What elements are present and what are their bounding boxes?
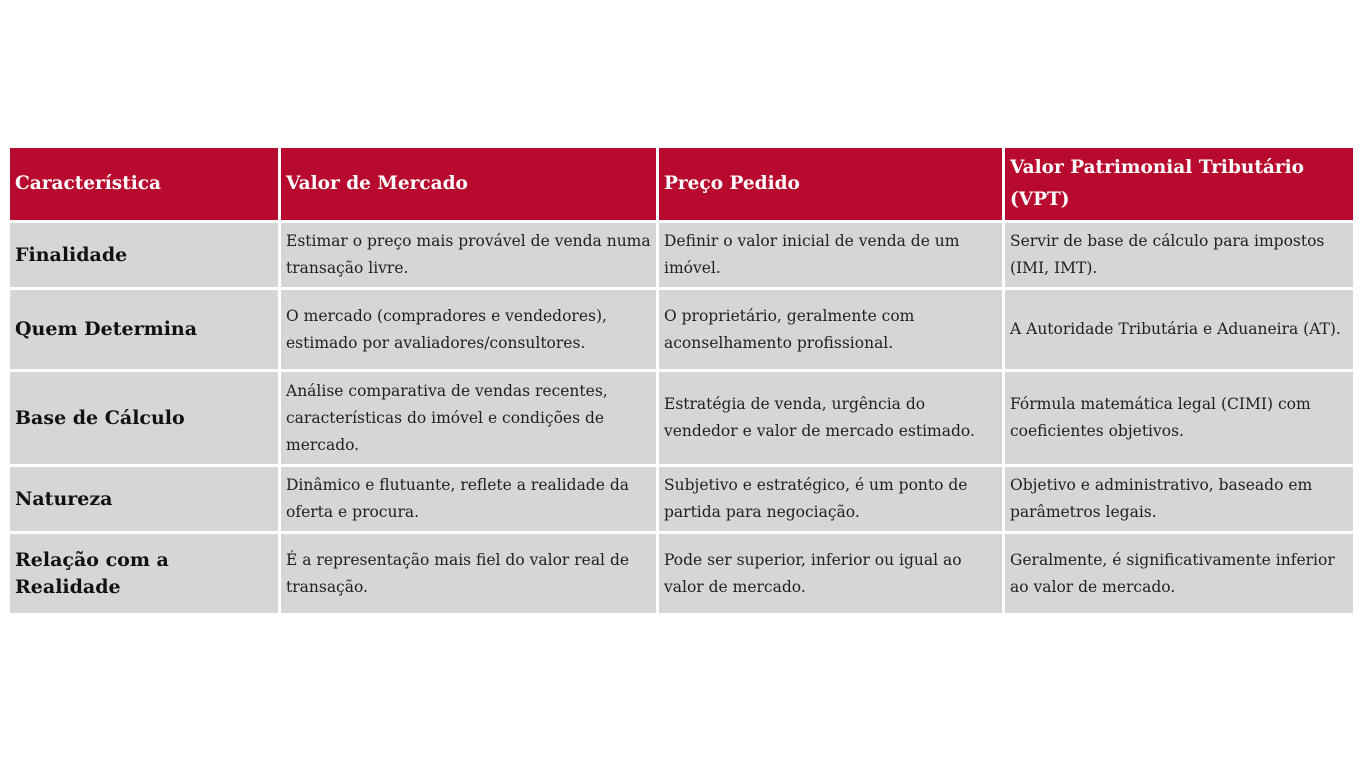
- cell-market: Estimar o preço mais provável de venda numa transação livre.: [281, 223, 656, 287]
- cell-asking: Estratégia de venda, urgência do vendedor e valor de mercado estimado.: [659, 372, 1002, 464]
- table-row: [10, 290, 1353, 369]
- cell-vpt: Servir de base de cálculo para impostos (IMI, IMT).: [1005, 223, 1353, 287]
- row-feature: Quem Determina: [10, 290, 278, 369]
- row-feature: Base de Cálculo: [10, 372, 278, 464]
- header-vpt: Valor Patrimonial Tributário (VPT): [1005, 148, 1353, 220]
- comparison-table: [7, 145, 1356, 616]
- row-feature: Finalidade: [10, 223, 278, 287]
- table-row: [10, 467, 1353, 531]
- cell-vpt: Fórmula matemática legal (CIMI) com coeficientes objetivos.: [1005, 372, 1353, 464]
- table-body: [10, 223, 1353, 613]
- cell-asking: Definir o valor inicial de venda de um imóvel.: [659, 223, 1002, 287]
- header-valor-de-mercado: Valor de Mercado: [281, 148, 656, 220]
- row-feature: Relação com a Realidade: [10, 534, 278, 613]
- cell-market: Análise comparativa de vendas recentes, características do imóvel e condições de mercado.: [281, 372, 656, 464]
- header-caracteristica: Característica: [10, 148, 278, 220]
- table-row: [10, 372, 1353, 464]
- table-row: [10, 534, 1353, 613]
- row-feature: Natureza: [10, 467, 278, 531]
- cell-asking: O proprietário, geralmente com aconselhamento profissional.: [659, 290, 1002, 369]
- cell-market: Dinâmico e flutuante, reflete a realidade da oferta e procura.: [281, 467, 656, 531]
- table-header: [10, 148, 1353, 220]
- cell-vpt: A Autoridade Tributária e Aduaneira (AT).: [1005, 290, 1353, 369]
- cell-vpt: Objetivo e administrativo, baseado em parâmetros legais.: [1005, 467, 1353, 531]
- cell-market: É a representação mais fiel do valor real de transação.: [281, 534, 656, 613]
- header-row: [10, 148, 1353, 220]
- cell-asking: Subjetivo e estratégico, é um ponto de partida para negociação.: [659, 467, 1002, 531]
- cell-vpt: Geralmente, é significativamente inferior ao valor de mercado.: [1005, 534, 1353, 613]
- header-preco-pedido: Preço Pedido: [659, 148, 1002, 220]
- cell-market: O mercado (compradores e vendedores), estimado por avaliadores/consultores.: [281, 290, 656, 369]
- table-row: [10, 223, 1353, 287]
- cell-asking: Pode ser superior, inferior ou igual ao valor de mercado.: [659, 534, 1002, 613]
